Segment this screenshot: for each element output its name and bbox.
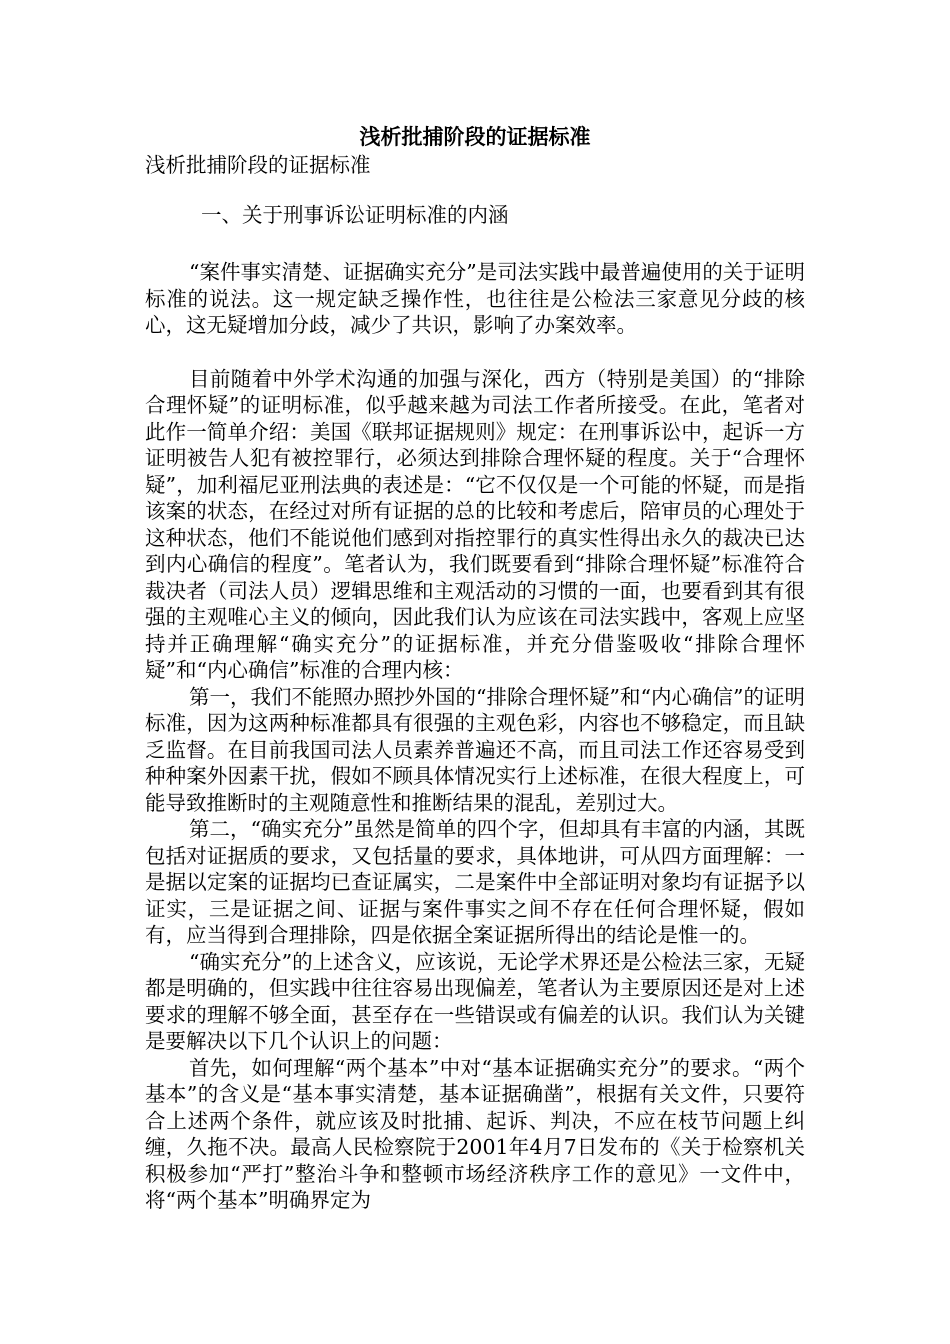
paragraph-4: 第二，“确实充分”虽然是简单的四个字，但却具有丰富的内涵，其既包括对证据质的要求，又包括量的要求，具体地讲，可从四方面理解：一是据以定案的证据均已查证属实，二是案件中全部证明对象均有证据予以证实，三是证据之间、证据与案件事实之间不存在任何合理怀疑，假如有，应当得到合理排除，四是依据全案证据所得出的结论是惟一的。 xyxy=(145,817,805,947)
paragraph-6: 首先，如何理解“两个基本”中对“基本证据确实充分”的要求。“两个基本”的含义是“基本事实清楚，基本证据确凿”，根据有关文件，只要符合上述两个条件，就应该及时批捕、起诉、判决，不应在枝节问题上纠缠，久拖不决。最高人民检察院于2001年4月7日发布的《关于检察机关积极参加“严打”整治斗争和整顿市场经济秩序工作的意见》一文件中，将“两个基本”明确界定为 xyxy=(145,1055,805,1212)
paragraph-1: “案件事实清楚、证据确实充分”是司法实践中最普遍使用的关于证明标准的说法。这一规定缺乏操作性，也往往是公检法三家意见分歧的核心，这无疑增加分歧，减少了共识，影响了办案效率。 xyxy=(145,260,805,337)
document-subtitle: 浅析批捕阶段的证据标准 xyxy=(145,153,371,177)
paragraph-5: “确实充分”的上述含义，应该说，无论学术界还是公检法三家，无疑都是明确的，但实践中往往容易出现偏差，笔者认为主要原因还是对上述要求的理解不够全面，甚至存在一些错误或有偏差的认识。我们认为关键是要解决以下几个认识上的问题： xyxy=(145,949,805,1053)
paragraph-2: 目前随着中外学术沟通的加强与深化，西方（特别是美国）的“排除合理怀疑”的证明标准，似乎越来越为司法工作者所接受。在此，笔者对此作一简单介绍：美国《联邦证据规则》规定：在刑事诉讼中，起诉一方证明被告人犯有被控罪行，必须达到排除合理怀疑的程度。关于“合理怀疑”，加利福尼亚刑法典的表述是：“它不仅仅是一个可能的怀疑，而是指该案的状态，在经过对所有证据的总的比较和考虑后，陪审员的心理处于这种状态，他们不能说他们感到对指控罪行的真实性得出永久的裁决已达到内心确信的程度”。笔者认为，我们既要看到“排除合理怀疑”标准符合裁决者（司法人员）逻辑思维和主观活动的习惯的一面，也要看到其有很强的主观唯心主义的倾向，因此我们认为应该在司法实践中，客观上应坚持并正确理解“确实充分”的证据标准，并充分借鉴吸收“排除合理怀疑”和“内心确信”标准的合理内核： xyxy=(145,366,805,682)
document-page xyxy=(145,122,805,1214)
section-heading: 一、关于刑事诉讼证明标准的内涵 xyxy=(201,203,509,227)
document-title: 浅析批捕阶段的证据标准 xyxy=(359,125,591,149)
paragraph-3: 第一，我们不能照办照抄外国的“排除合理怀疑”和“内心确信”的证明标准，因为这两种标准都具有很强的主观色彩，内容也不够稳定，而且缺乏监督。在目前我国司法人员素养普遍还不高，而且司法工作还容易受到种种案外因素干扰，假如不顾具体情况实行上述标准，在很大程度上，可能导致推断时的主观随意性和推断结果的混乱，差别过大。 xyxy=(145,684,805,815)
